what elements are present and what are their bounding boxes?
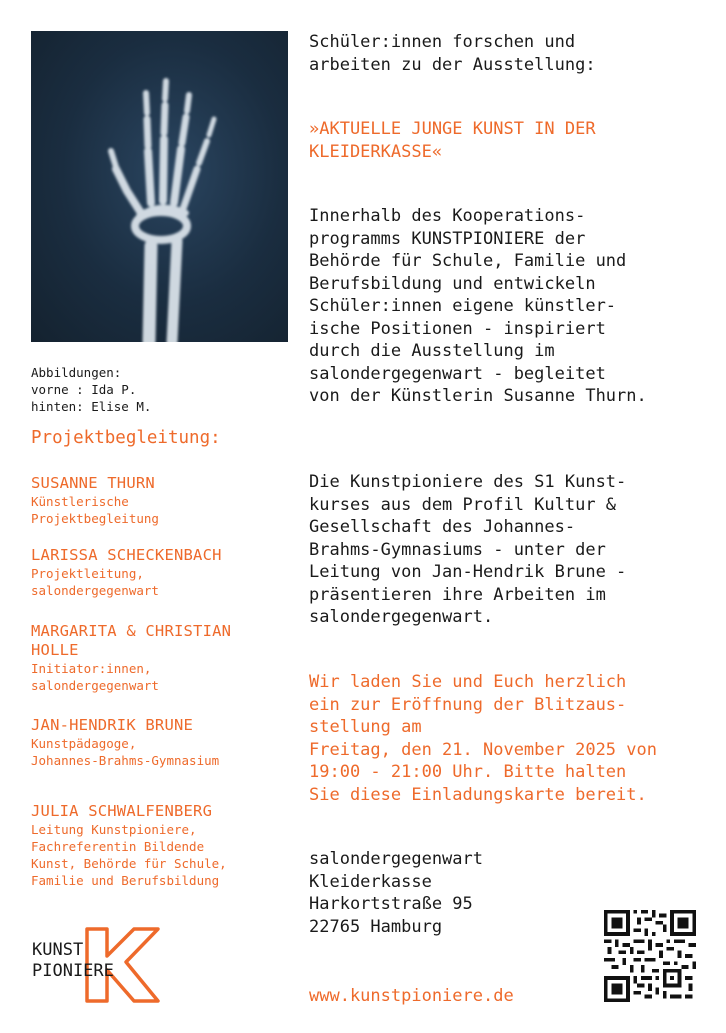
paragraph-line: salondergegenwart.	[309, 607, 494, 627]
paragraph-line: Berufsbildung und entwickeln	[309, 273, 596, 294]
paragraph-line: kurses aus dem Profil Kultur &	[309, 494, 617, 515]
invitation-line: stellung am	[309, 717, 422, 737]
xray-hand-image	[31, 31, 288, 342]
person-name: HOLLE	[31, 641, 79, 659]
person-susanne-thurn	[31, 474, 293, 527]
address-line: salondergegenwart	[309, 849, 483, 869]
address-line: Kleiderkasse	[309, 871, 432, 892]
person-jan-hendrik-brune	[31, 716, 293, 769]
xray-hand-icon	[31, 31, 288, 342]
paragraph-line: ische Positionen - inspiriert	[309, 318, 606, 339]
person-name: MARGARITA & CHRISTIAN	[31, 622, 232, 640]
paragraph-line: Leitung von Jan-Hendrik Brune -	[309, 562, 627, 582]
person-name: JAN-HENDRIK BRUNE	[31, 716, 194, 734]
paragraph-line: programms KUNSTPIONIERE der	[309, 228, 586, 249]
paragraph-line: präsentieren ihre Arbeiten im	[309, 584, 606, 605]
person-role: Projektleitung,	[31, 566, 144, 581]
address-line: 22765 Hamburg	[309, 916, 443, 937]
paragraph-line: Die Kunstpioniere des S1 Kunst-	[309, 472, 627, 492]
exhibition-title-line: KLEIDERKASSE«	[309, 141, 443, 162]
person-role: Initiator:innen,	[31, 661, 152, 676]
logo-line2: PIONIERE	[32, 961, 114, 981]
invitation-text	[309, 671, 709, 806]
exhibition-title-line: »AKTUELLE JUNGE KUNST IN DER	[309, 119, 596, 139]
invitation-line: ein zur Eröffnung der Blitzaus-	[309, 694, 627, 715]
paragraph-line: von der Künstlerin Susanne Thurn.	[309, 386, 647, 406]
intro-line: arbeiten zu der Ausstellung:	[309, 54, 596, 75]
person-julia-schwalfenberg	[31, 802, 293, 889]
image-caption	[31, 364, 151, 415]
paragraph-line: Brahms-Gymnasiums - unter der	[309, 539, 606, 560]
person-larissa-scheckenbach	[31, 546, 293, 599]
logo-k-icon	[31, 926, 161, 1006]
paragraph-course	[309, 471, 709, 629]
paragraph-line: durch die Ausstellung im	[309, 341, 555, 361]
paragraph-line: Behörde für Schule, Familie und	[309, 251, 627, 271]
person-margarita-christian-holle	[31, 622, 293, 694]
paragraph-line: Schüler:innen eigene künstler-	[309, 296, 617, 316]
person-role: Künstlerische	[31, 494, 129, 509]
person-role: Kunst, Behörde für Schule,	[31, 856, 227, 871]
person-role: salondergegenwart	[31, 678, 159, 693]
exhibition-title	[309, 118, 709, 163]
intro-line: Schüler:innen forschen und	[309, 32, 576, 52]
paragraph-line: Innerhalb des Kooperations-	[309, 206, 586, 226]
caption-front: vorne : Ida P.	[31, 382, 137, 397]
person-name: SUSANNE THURN	[31, 474, 155, 492]
person-role: Fachreferentin Bildende	[31, 839, 205, 854]
person-role: Johannes-Brahms-Gymnasium	[31, 753, 220, 768]
qr-code-graphic	[604, 910, 696, 1002]
invitation-line: Wir laden Sie und Euch herzlich	[309, 672, 627, 692]
person-role: Kunstpädagoge,	[31, 736, 137, 751]
person-name: JULIA SCHWALFENBERG	[31, 802, 213, 820]
invitation-line: 19:00 - 21:00 Uhr. Bitte halten	[309, 762, 627, 782]
person-name: LARISSA SCHECKENBACH	[31, 546, 222, 564]
invitation-line: Freitag, den 21. November 2025 von	[309, 739, 657, 760]
logo-line1: KUNST	[32, 940, 84, 960]
caption-back: hinten: Elise M.	[31, 399, 152, 414]
person-role: Familie und Berufsbildung	[31, 873, 220, 888]
person-role: salondergegenwart	[31, 583, 159, 598]
website-link[interactable]: www.kunstpioniere.de	[309, 986, 514, 1006]
kunstpioniere-logo	[31, 926, 161, 1006]
qr-code-icon	[604, 910, 696, 1002]
intro-text	[309, 31, 709, 76]
paragraph-line: Gesellschaft des Johannes-	[309, 517, 576, 537]
paragraph-cooperation	[309, 205, 709, 408]
project-support-title: Projektbegleitung:	[31, 428, 221, 448]
invitation-line: Sie diese Einladungskarte bereit.	[309, 784, 647, 805]
person-role: Leitung Kunstpioniere,	[31, 822, 197, 837]
caption-heading: Abbildungen:	[31, 365, 122, 380]
paragraph-line: salondergegenwart - begleitet	[309, 363, 606, 384]
person-role: Projektbegleitung	[31, 511, 159, 526]
address-line: Harkortstraße 95	[309, 894, 473, 914]
